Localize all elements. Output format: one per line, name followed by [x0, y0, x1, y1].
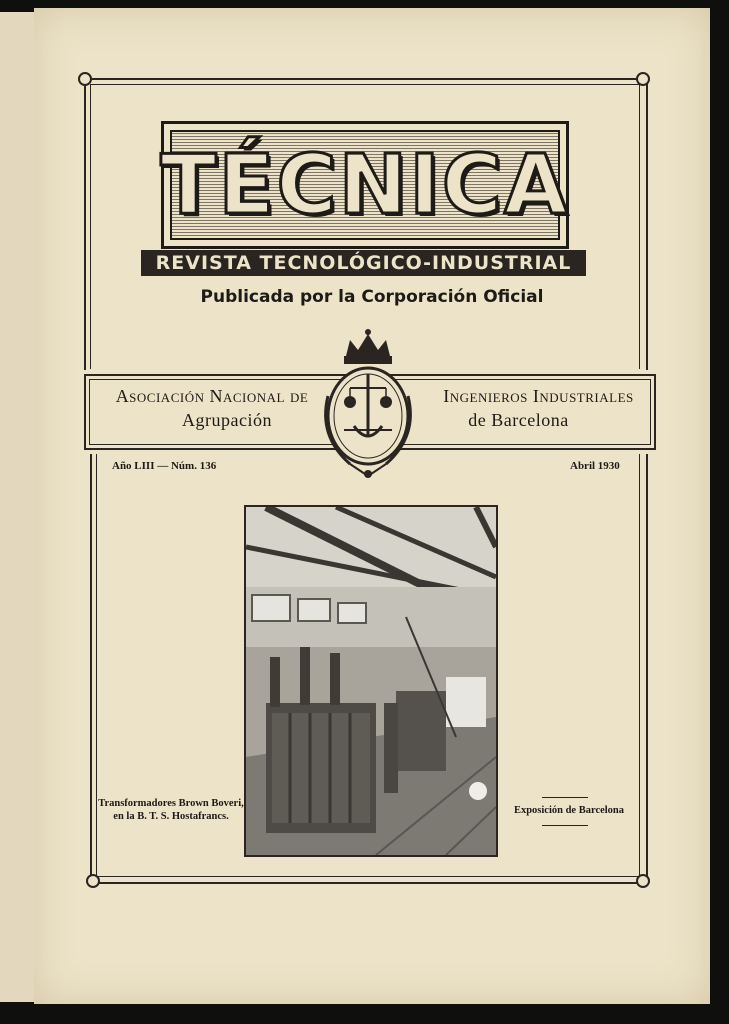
ornamental-corner-icon	[636, 874, 650, 888]
ornamental-corner-icon	[636, 72, 650, 86]
issue-volume-number: Año LIII — Núm. 136	[112, 460, 217, 472]
photo-caption-right: Exposición de Barcelona	[513, 805, 625, 816]
association-left-text	[98, 384, 326, 432]
magazine-cover	[34, 8, 710, 1004]
ornamental-corner-icon	[78, 72, 92, 86]
magazine-title: TÉCNICA	[160, 137, 570, 233]
caption-rule-top	[542, 797, 588, 798]
caption-rule-bottom	[542, 825, 588, 826]
publisher-line: Publicada por la Corporación Oficial	[200, 287, 544, 307]
association-right-line2: de Barcelona	[468, 410, 569, 430]
photo-caption-left: Transformadores Brown Boveri, en la B. T. S. Hostafrancs.	[98, 798, 244, 822]
association-right-line1: Ingenieros Industriales	[443, 386, 634, 406]
magazine-subtitle: REVISTA TECNOLÓGICO-INDUSTRIAL	[141, 250, 586, 276]
adjacent-page-edge	[0, 12, 36, 1002]
ornamental-corner-icon	[86, 874, 100, 888]
masthead-title-panel	[160, 130, 570, 240]
transformer-hall-image	[246, 507, 496, 855]
masthead-title-box	[161, 121, 569, 249]
association-left-line1: Asociación Nacional de	[115, 386, 309, 406]
association-left-line2: Agrupación	[182, 410, 272, 430]
coat-of-arms-seal-icon	[310, 326, 426, 486]
issue-date: Abril 1930	[570, 460, 620, 472]
association-right-text	[426, 384, 651, 432]
cover-photograph	[244, 505, 498, 857]
